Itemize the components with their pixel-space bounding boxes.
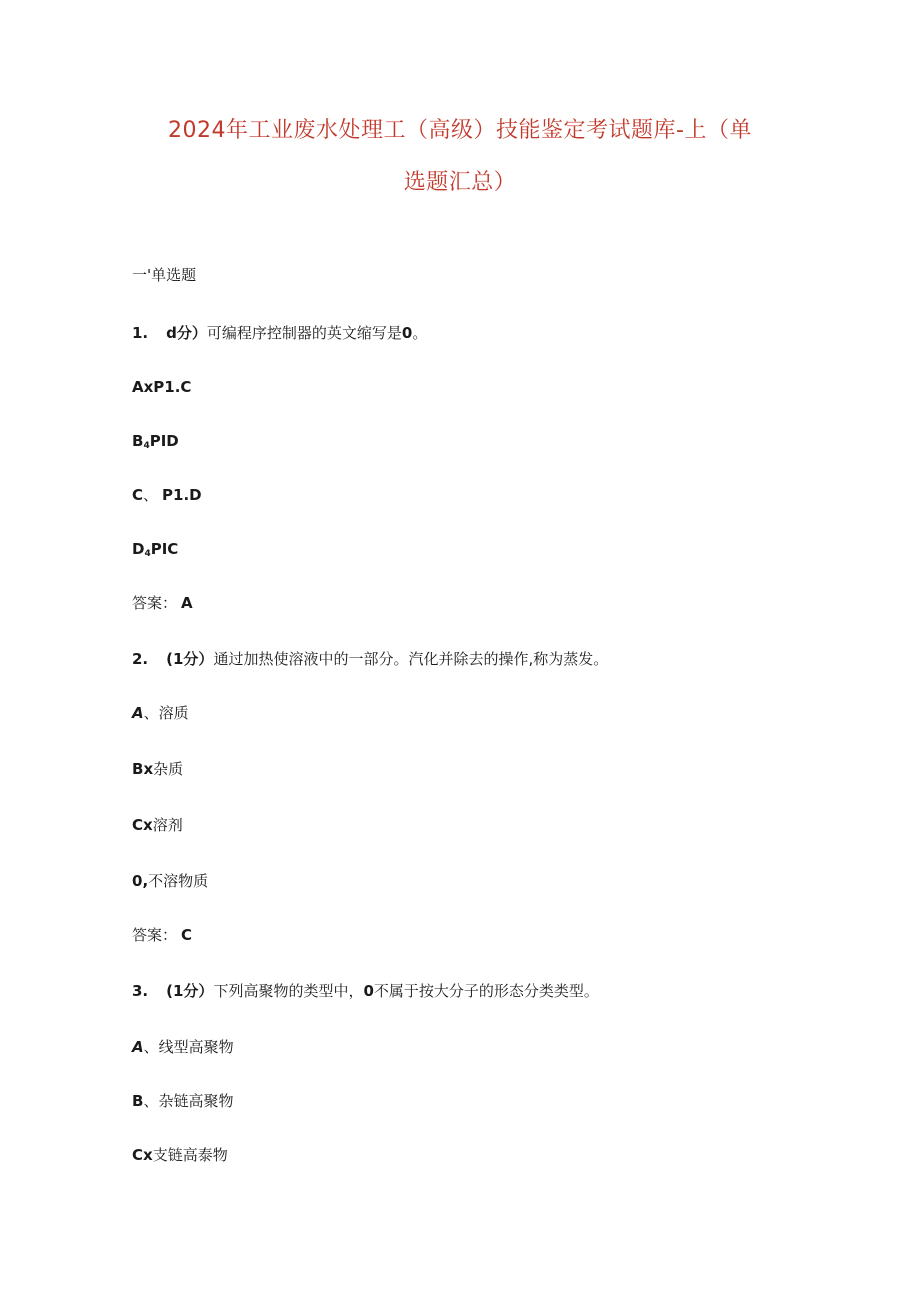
question-stem: 下列高聚物的类型中，	[213, 982, 364, 1000]
option-b: B、杂链高聚物	[132, 1092, 234, 1110]
answer-value: A	[181, 594, 193, 612]
question-number: 3.	[132, 982, 149, 1000]
question-score: (1分）	[166, 982, 214, 1000]
question-number: 2.	[132, 650, 149, 668]
question-1	[132, 326, 427, 341]
question-stem: 可编程序控制器的英文缩写是	[206, 324, 402, 342]
option-a: A、溶质	[132, 704, 189, 722]
answer-2	[132, 928, 192, 943]
option-c: Cx支链高泰物	[132, 1146, 228, 1164]
question-end: 。	[412, 324, 428, 342]
question-number: 1.	[132, 324, 149, 342]
answer-value: C	[181, 926, 193, 944]
question-3	[132, 984, 599, 999]
answer-label: 答案：	[132, 926, 178, 944]
question-stem-tail: 不属于按大分子的形态分类类型。	[373, 982, 599, 1000]
option-b: $B_4PID$	[132, 432, 179, 451]
section-heading: 一'单选题	[132, 266, 197, 284]
option-b: Bx杂质	[132, 760, 184, 778]
document-title-line1: 2024年工业废水处理工（高级）技能鉴定考试题库-上（单	[168, 118, 752, 143]
option-a: A、线型高聚物	[132, 1038, 234, 1056]
document-title-line2: 选题汇总）	[403, 170, 517, 195]
answer-label: 答案：	[132, 594, 178, 612]
question-stem: 通过加热使溶液中的一部分。汽化并除去的操作,称为蒸发。	[213, 650, 609, 668]
option-d: $D_4PIC$	[132, 540, 179, 559]
question-blank: 0	[401, 324, 413, 342]
question-2	[132, 652, 608, 667]
question-score: (1分）	[166, 650, 214, 668]
option-c: Cx溶剂	[132, 816, 183, 834]
answer-1	[132, 596, 193, 611]
option-d: 0,不溶物质	[132, 872, 209, 890]
question-score: d分）	[166, 324, 207, 342]
option-c: C、 P1.D	[132, 486, 202, 504]
option-a: AxP1.C	[132, 378, 192, 396]
question-blank: 0	[363, 982, 374, 1000]
